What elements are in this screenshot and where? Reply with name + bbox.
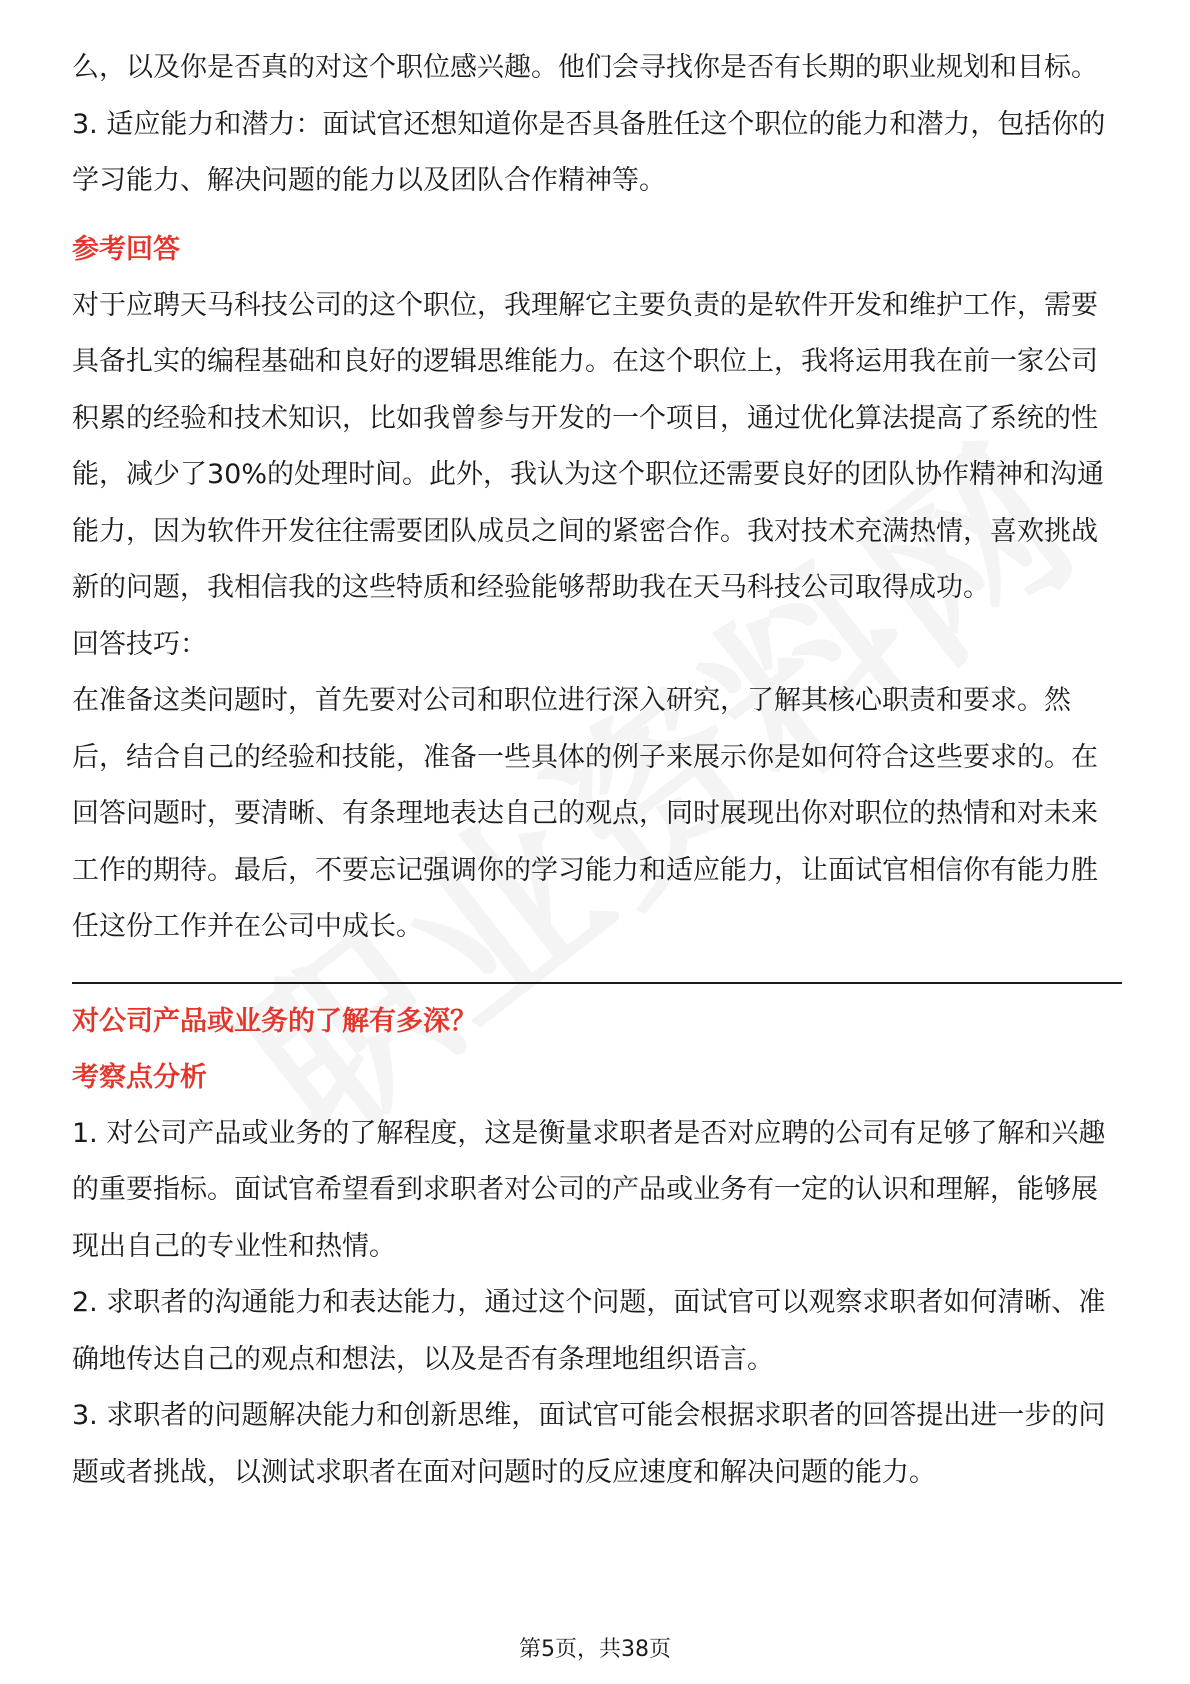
- analysis-point-3: 3. 求职者的问题解决能力和创新思维，面试官可能会根据求职者的回答提出进一步的问题或者挑战，以测试求职者在面对问题时的反应速度和解决问题的能力。: [72, 1400, 1106, 1488]
- paragraph-continuation: 么，以及你是否真的对这个职位感兴趣。他们会寻找你是否有长期的职业规划和目标。: [72, 52, 1098, 83]
- reference-answer-heading: 参考回答: [72, 233, 180, 265]
- analysis-heading: 考察点分析: [72, 1061, 207, 1093]
- answer-tips-body: 在准备这类问题时，首先要对公司和职位进行深入研究，了解其核心职责和要求。然后，结合自己的经验和技能，准备一些具体的例子来展示你是如何符合这些要求的。在回答问题时，要清晰、有条理地表达自己的观点，同时展现出你对职位的热情和对未来工作的期待。最后，不要忘记强调你的学习能力和适应能力，让面试官相信你有能力胜任这份工作并在公司中成长。: [72, 685, 1098, 942]
- paragraph-point-3: 3. 适应能力和潜力：面试官还想知道你是否具备胜任这个职位的能力和潜力，包括你的学习能力、解决问题的能力以及团队合作精神等。: [72, 108, 1106, 196]
- question-title: 对公司产品或业务的了解有多深？: [72, 1005, 477, 1037]
- reference-answer-body: 对于应聘天马科技公司的这个职位，我理解它主要负责的是软件开发和维护工作，需要具备扎实的编程基础和良好的逻辑思维能力。在这个职位上，我将运用我在前一家公司积累的经验和技术知识，比如我曾参与开发的一个项目，通过优化算法提高了系统的性能，减少了30%的处理时间。此外，我认为这个职位还需要良好的团队协作精神和沟通能力，因为软件开发往往需要团队成员之间的紧密合作。我对技术充满热情，喜欢挑战新的问题，我相信我的这些特质和经验能够帮助我在天马科技公司取得成功。: [72, 289, 1105, 603]
- answer-tips-label: 回答技巧：: [72, 628, 207, 660]
- page-number-footer: 第5页，共38页: [519, 1637, 671, 1662]
- analysis-point-2: 2. 求职者的沟通能力和表达能力，通过这个问题，面试官可以观察求职者如何清晰、准确地传达自己的观点和想法，以及是否有条理地组织语言。: [72, 1287, 1106, 1375]
- analysis-point-1: 1. 对公司产品或业务的了解程度，这是衡量求职者是否对应聘的公司有足够了解和兴趣的重要指标。面试官希望看到求职者对公司的产品或业务有一定的认识和理解，能够展现出自己的专业性和热情。: [72, 1117, 1106, 1262]
- section-divider: [72, 982, 1122, 984]
- page-content: [72, 40, 1122, 1501]
